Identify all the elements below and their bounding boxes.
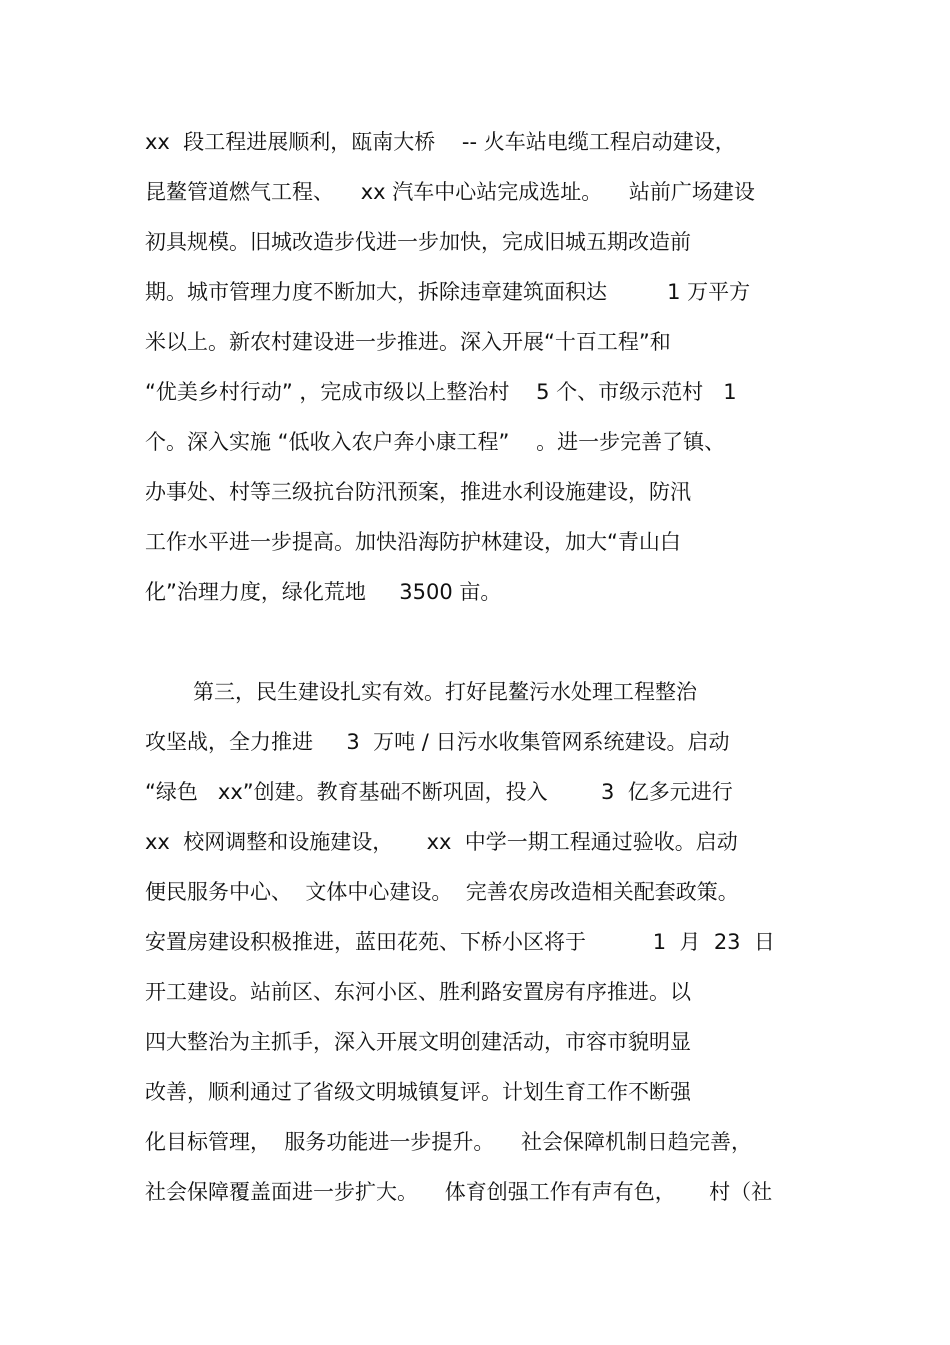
text-line: 开工建设。站前区、东河小区、胜利路安置房有序推进。以 bbox=[145, 980, 691, 1004]
text-line: 社会保障覆盖面进一步扩大。 体育创强工作有声有色， 村（社 bbox=[145, 1180, 773, 1204]
text-line: 攻坚战，全力推进 3 万吨 / 日污水收集管网系统建设。启动 bbox=[145, 730, 730, 754]
text-line: xx 段工程进展顺利，瓯南大桥 -- 火车站电缆工程启动建设， bbox=[145, 130, 736, 154]
text-line: 个。深入实施 “低收入农户奔小康工程” 。进一步完善了镇、 bbox=[145, 430, 726, 454]
text-line: 米以上。新农村建设进一步推进。深入开展“十百工程”和 bbox=[145, 330, 671, 354]
text-line: 便民服务中心、 文体中心建设。 完善农房改造相关配套政策。 bbox=[145, 880, 739, 904]
text-line: 安置房建设积极推进，蓝田花苑、下桥小区将于 1 月 23 日 bbox=[145, 930, 775, 954]
text-line: “绿色 xx”创建。教育基础不断巩固，投入 3 亿多元进行 bbox=[145, 780, 733, 804]
text-line: 办事处、村等三级抗台防汛预案，推进水利设施建设，防汛 bbox=[145, 480, 691, 504]
text-line: 期。城市管理力度不断加大，拆除违章建筑面积达 1 万平方 bbox=[145, 280, 751, 304]
text-line: 改善，顺利通过了省级文明城镇复评。计划生育工作不断强 bbox=[145, 1080, 691, 1104]
text-line: 四大整治为主抓手，深入开展文明创建活动，市容市貌明显 bbox=[145, 1030, 691, 1054]
text-line: 第三，民生建设扎实有效。打好昆鳌污水处理工程整治 bbox=[193, 680, 697, 704]
text-line: 化”治理力度，绿化荒地 3500 亩。 bbox=[145, 580, 502, 604]
text-line: 昆鳌管道燃气工程、 xx 汽车中心站完成选址。 站前广场建设 bbox=[145, 180, 755, 204]
text-line: 初具规模。旧城改造步伐进一步加快，完成旧城五期改造前 bbox=[145, 230, 691, 254]
text-line: xx 校网调整和设施建设， xx 中学一期工程通过验收。启动 bbox=[145, 830, 738, 854]
text-line: 化目标管理， 服务功能进一步提升。 社会保障机制日趋完善， bbox=[145, 1130, 753, 1154]
text-line: 工作水平进一步提高。加快沿海防护林建设，加大“青山白 bbox=[145, 530, 681, 554]
text-line: “优美乡村行动” ，完成市级以上整治村 5 个、市级示范村 1 bbox=[145, 380, 737, 404]
